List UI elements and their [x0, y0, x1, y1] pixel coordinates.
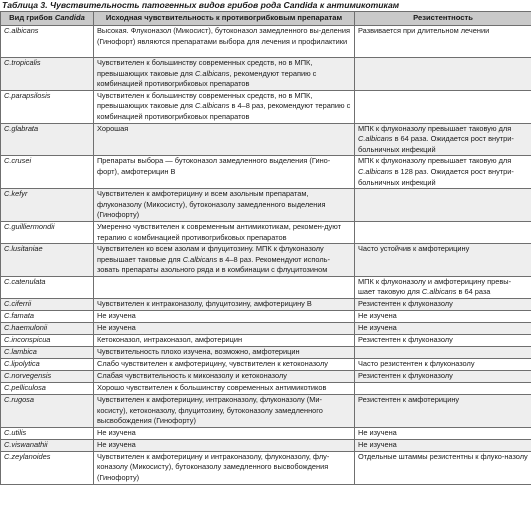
text-fragment: Не изучена — [358, 439, 397, 449]
text-fragment: Исходная чувствительность к противогрибковым препаратам — [105, 13, 343, 22]
text-fragment: в 4–8 раз, рекомендуют терапию с комбинацией противогрибковых препаратов — [97, 101, 351, 121]
sensitivity-cell — [94, 156, 355, 189]
sensitivity-cell — [94, 90, 355, 123]
resistance-cell — [355, 156, 531, 189]
sensitivity-cell — [94, 395, 355, 428]
species-name-ref: C.albicans — [194, 101, 230, 111]
resistance-cell — [355, 90, 531, 123]
text-fragment: Часто резистентен к флуконазолу — [358, 359, 475, 369]
species-cell: C.lambica — [1, 347, 94, 359]
sensitivity-cell — [94, 427, 355, 439]
table-row — [1, 123, 531, 156]
text-fragment: МПК к флуконазолу превышает таковую для — [358, 156, 512, 166]
species-cell: C.kefyr — [1, 189, 94, 222]
sensitivity-cell — [94, 335, 355, 347]
sensitivity-cell — [94, 439, 355, 451]
text-fragment: Слабая чувствительность к миконазолу и кетоконазолу — [97, 371, 287, 381]
sensitivity-cell — [94, 276, 355, 298]
text-fragment: Таблица 3. Чувствительность патогенных видов грибов рода — [2, 0, 284, 10]
sensitivity-cell — [94, 221, 355, 243]
resistance-cell — [355, 383, 531, 395]
species-cell: C.haemulonii — [1, 323, 94, 335]
text-fragment: Не изучена — [97, 323, 136, 333]
table-row — [1, 371, 531, 383]
table-row — [1, 26, 531, 58]
text-fragment: Не изучена — [97, 439, 136, 449]
sensitivity-cell — [94, 311, 355, 323]
resistance-cell — [355, 371, 531, 383]
text-fragment: Не изучена — [358, 427, 397, 437]
species-name-ref: C.albicans — [194, 68, 230, 78]
text-fragment: МПК к флуконазолу превышает таковую для — [358, 123, 512, 133]
sensitivity-cell — [94, 359, 355, 371]
species-cell: C.famata — [1, 311, 94, 323]
species-cell: C.rugosa — [1, 395, 94, 428]
species-cell: C.catenulata — [1, 276, 94, 298]
table-row — [1, 189, 531, 222]
table-caption — [2, 0, 399, 10]
text-fragment: Не изучена — [358, 323, 397, 333]
table-row — [1, 323, 531, 335]
text-fragment: Часто устойчив к амфотерицину — [358, 244, 470, 254]
text-fragment: МПК к флуконазолу и амфотерицину превы-шает таковую для — [358, 276, 512, 297]
text-fragment: Хорошо чувствителен к большинству современных антимикотиков — [97, 383, 327, 393]
resistance-cell — [355, 58, 531, 91]
table-row — [1, 359, 531, 371]
text-fragment: Препараты выбора — бутоконазол замедленного выделения (Гино-форт), амфотерицин В — [97, 156, 331, 176]
resistance-cell — [355, 123, 531, 156]
text-fragment: Чувствителен к большинству современных средств, но в МПК, превышающих таковые для — [97, 58, 313, 78]
sensitivity-cell — [94, 26, 355, 58]
resistance-cell — [355, 427, 531, 439]
sensitivity-cell — [94, 189, 355, 222]
table-row — [1, 244, 531, 277]
resistance-cell — [355, 276, 531, 298]
sensitivity-cell — [94, 371, 355, 383]
sensitivity-cell — [94, 299, 355, 311]
antimycotic-sensitivity-table — [0, 11, 531, 485]
resistance-cell — [355, 395, 531, 428]
sensitivity-cell — [94, 244, 355, 277]
species-name-ref: C.albicans — [421, 287, 457, 297]
species-cell: C.ciferrii — [1, 299, 94, 311]
resistance-cell — [355, 335, 531, 347]
text-fragment: Умеренно чувствителен к современным антимикотикам, рекомен-дуют терапию с комбинацией противогрибковых препаратов — [97, 221, 342, 242]
species-cell: C.crusei — [1, 156, 94, 189]
table-header-row — [1, 12, 531, 26]
resistance-cell — [355, 451, 531, 484]
resistance-cell — [355, 439, 531, 451]
species-cell: C.pelliculosa — [1, 383, 94, 395]
table-row — [1, 395, 531, 428]
text-fragment: Чувствителен к амфотерицину и интраконазолу, флуконазолу, флу-коназолу (Микосисту), бутоконазолу замедленного высвобождения (Гинофорту) — [97, 451, 330, 483]
text-fragment: Чувствителен к амфотерицину и всем азольным препаратам, флуконазолу (Микосисту), бутоконазолу замедленного выделения (Гинофорту) — [97, 189, 326, 220]
species-cell: C.viswanathii — [1, 439, 94, 451]
resistance-cell — [355, 323, 531, 335]
species-cell: C.norvegensis — [1, 371, 94, 383]
table-row — [1, 58, 531, 91]
table-row — [1, 90, 531, 123]
header-resistance — [355, 12, 531, 26]
sensitivity-cell — [94, 123, 355, 156]
text-fragment: Резистентен к флуконазолу — [358, 371, 453, 381]
species-cell: C.zeylanoides — [1, 451, 94, 484]
text-fragment: Чувствительность плохо изучена, возможно, амфотерицин — [97, 347, 300, 357]
text-fragment: Чувствителен к интраконазолу, флуцитозину, амфотерицину В — [97, 299, 312, 309]
resistance-cell — [355, 244, 531, 277]
text-fragment: Резистентен к флуконазолу — [358, 299, 453, 309]
resistance-cell — [355, 311, 531, 323]
header-species — [1, 12, 94, 26]
species-name-ref: C.albicans — [358, 134, 393, 144]
text-fragment: Слабо чувствителен к амфотерицину, чувствителен к кетоконазолу — [97, 359, 328, 369]
species-cell: C.lusitaniae — [1, 244, 94, 277]
text-fragment: Кетоконазол, интраконазол, амфотерицин — [97, 335, 243, 345]
species-cell: C.inconspicua — [1, 335, 94, 347]
text-fragment: Хорошая — [97, 123, 129, 133]
table-row — [1, 156, 531, 189]
species-cell: C.parapsilosis — [1, 90, 94, 123]
sensitivity-cell — [94, 347, 355, 359]
table-body — [1, 26, 531, 485]
table-row — [1, 276, 531, 298]
text-fragment: Не изучена — [97, 311, 136, 321]
table-row — [1, 311, 531, 323]
sensitivity-cell — [94, 451, 355, 484]
header-sensitivity — [94, 12, 355, 26]
species-cell: C.lipolytica — [1, 359, 94, 371]
resistance-cell — [355, 299, 531, 311]
sensitivity-cell — [94, 383, 355, 395]
text-fragment: Резистентен к флуконазолу — [358, 335, 453, 345]
sensitivity-cell — [94, 58, 355, 91]
sensitivity-cell — [94, 323, 355, 335]
text-fragment: Развивается при длительном лечении — [358, 26, 490, 35]
species-cell: C.glabrata — [1, 123, 94, 156]
species-name-ref: Candida — [54, 13, 85, 22]
table-row — [1, 439, 531, 451]
text-fragment: Чувствителен к амфотерицину, интраконазолу, флуконазолу (Ми-косисту), кетоконазолу, флуцитозину, бутоконазолу замедленного высвобождения (Гинофорту) — [97, 395, 323, 426]
text-fragment: Резистентен к амфотерицину — [358, 395, 460, 405]
species-name-ref: Candida — [283, 0, 318, 10]
resistance-cell — [355, 221, 531, 243]
text-fragment: к антимикотикам — [317, 0, 400, 10]
species-name-ref: C.albicans — [358, 166, 393, 176]
text-fragment: в 64 раза. Ожидается рост внутри-больничных инфекций — [358, 134, 514, 154]
text-fragment: Отдельные штаммы резистентны к флуко-назолу — [358, 451, 528, 461]
species-cell: C.tropicalis — [1, 58, 94, 91]
text-fragment: , рекомендуют терапию с комбинацией противогрибковых препаратов — [97, 68, 317, 89]
text-fragment: Чувствителен ко всем азолам и флуцитозину. МПК к флуконазолу превышает таковые для — [97, 244, 324, 264]
text-fragment: Чувствителен к большинству современных средств, но в МПК, превышающих таковые для — [97, 90, 313, 111]
text-fragment: Высокая. Флуконазол (Микосист), бутоконазол замедленного вы-деления (Гинофорт) являются препаратами выбора для лечения и профилактики — [97, 26, 351, 46]
text-fragment: Вид грибов — [9, 13, 55, 22]
table-row — [1, 335, 531, 347]
table-row — [1, 347, 531, 359]
table-row — [1, 427, 531, 439]
species-cell: C.guilliermondii — [1, 221, 94, 243]
species-cell: C.albicans — [1, 26, 94, 58]
text-fragment: Резистентность — [413, 13, 473, 22]
table-row — [1, 383, 531, 395]
text-fragment: в 4–8 раз. Рекомендуют исполь-зовать препараты азольного ряда и в комбинации с флуцитозином — [97, 254, 330, 275]
species-name-ref: C.albicans — [182, 254, 218, 264]
resistance-cell — [355, 359, 531, 371]
resistance-cell — [355, 347, 531, 359]
table-row — [1, 299, 531, 311]
text-fragment: в 128 раз. Ожидается рост внутри-больничных инфекций — [358, 166, 514, 187]
text-fragment: в 64 раза — [456, 287, 491, 297]
text-fragment: Не изучена — [97, 427, 136, 437]
resistance-cell — [355, 189, 531, 222]
species-cell: C.utilis — [1, 427, 94, 439]
resistance-cell — [355, 26, 531, 58]
table-row — [1, 451, 531, 484]
text-fragment: Не изучена — [358, 311, 397, 321]
table-row — [1, 221, 531, 243]
